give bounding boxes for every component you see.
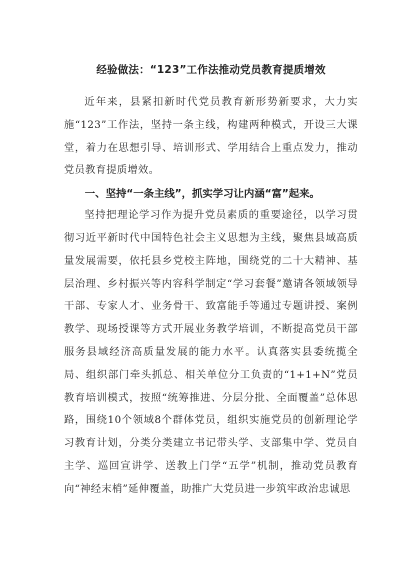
section-heading-1: 一、坚持“一条主线”，抓实学习让内涵“富”起来。 — [84, 188, 320, 201]
section-1-paragraph: 坚持把理论学习作为提升党员素质的重要途径，以学习贯彻习近平新时代中国特色社会主义思想为主线，聚焦县域高质量发展需要，依托县乡党校主阵地，围绕党的二十大精神、基层治理、乡村振兴等内容科学制定“学习套餐”邀请各领域领导干部、专家人才、业务骨干、致富能手等通过专题讲授、案例教学、现场授课等方式开展业务教学培训，不断提高党员干部服务县域经济高质量发展的能力水平。认真落实县委统揽全局、组织部门牵头抓总、相关单位分工负责的“1+1+N”党员教育培训模式，按照“统筹推进、分层分批、全面覆盖”总体思路，围绕10个领域8个群体党员，组织实施党员的创新理论学习教育计划，分类分类建立书记带头学、支部集中学、党员自主学、巡回宣讲学、送教上门学“五学”机制，推动党员教育向“神经末梢”延伸覆盖，助推广大党员进一步筑牢政治忠诚思 — [64, 210, 358, 495]
document-body — [64, 62, 358, 502]
document-title: 经验做法：“123”工作法推动党员教育提质增效 — [96, 64, 326, 76]
intro-paragraph: 近年来，县紧扣新时代党员教育新形势新要求，大力实施“123”工作法，坚持一条主线，构建两种模式，开设三大课堂，着力在思想引导、培训形式、学用结合上重点发力，推动党员教育提质增效。 — [64, 97, 358, 177]
